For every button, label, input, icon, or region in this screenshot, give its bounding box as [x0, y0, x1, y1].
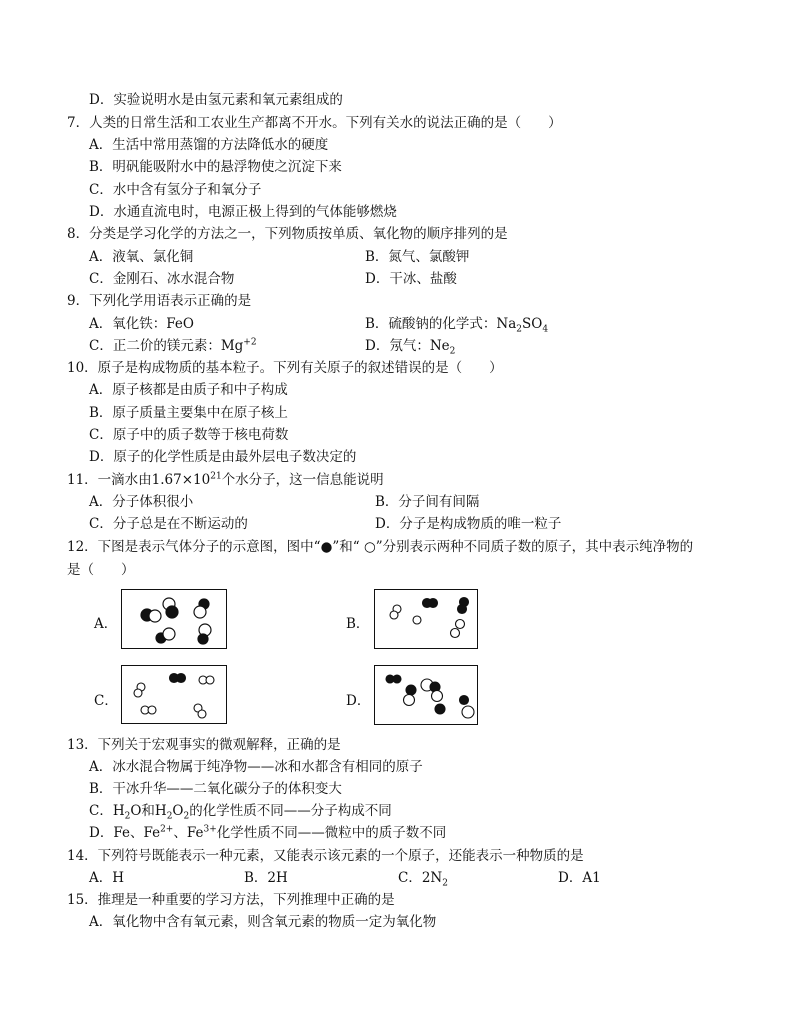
- q10-option-c: C．原子中的质子数等于核电荷数: [89, 427, 289, 443]
- q13-option-c: C．$H_2O$和$H_2O_2$的化学性质不同——分子构成不同: [89, 803, 392, 822]
- q15-option-a: A．氧化物中含有氧元素，则含氧元素的物质一定为氧化物: [89, 914, 437, 930]
- q14-stem: 14．下列符号既能表示一种元素，又能表示该元素的一个原子，还能表示一种物质的是: [67, 848, 584, 864]
- q8-stem: 8．分类是学习化学的方法之一，下列物质按单质、氧化物的顺序排列的是: [67, 226, 508, 242]
- q11-stem: 11．一滴水由$1.67\times 10^{21}$个水分子，这一信息能说明: [67, 471, 384, 488]
- q14-option-b: B．2H: [244, 870, 288, 886]
- figure-c-label: C．: [94, 693, 118, 709]
- q12-stem-cont: 是（ ）: [67, 562, 135, 578]
- figure-d: [374, 665, 478, 725]
- q14-option-a: A．H: [89, 870, 125, 886]
- q10-option-a: A．原子核都是由质子和中子构成: [89, 382, 288, 398]
- q7-option-b: B．明矾能吸附水中的悬浮物使之沉淀下来: [89, 159, 342, 175]
- q6-option-d: D．实验说明水是由氢元素和氧元素组成的: [89, 92, 343, 108]
- q12-stem: 12．下图是表示气体分子的示意图，图中“●”和“ ○”分别表示两种不同质子数的原子，其中表示纯净物的: [67, 539, 694, 555]
- q10-option-b: B．原子质量主要集中在原子核上: [89, 405, 288, 421]
- q13-stem: 13．下列关于宏观事实的微观解释，正确的是: [67, 737, 341, 753]
- q14-option-d: D．A1: [558, 870, 601, 886]
- q7-option-a: A．生活中常用蒸馏的方法降低水的硬度: [89, 137, 329, 153]
- q8-option-c: C．金刚石、冰水混合物: [89, 271, 235, 287]
- figure-a-label: A．: [94, 616, 118, 632]
- q14-option-c: C．$2N_2$: [398, 870, 448, 889]
- q9-stem: 9．下列化学用语表示正确的是: [67, 293, 252, 309]
- q15-stem: 15．推理是一种重要的学习方法，下列推理中正确的是: [67, 892, 395, 908]
- figure-b-label: B．: [346, 616, 370, 632]
- figure-b: [374, 589, 478, 649]
- q11-option-a: A．分子体积很小: [89, 494, 194, 510]
- q9-option-a: A．氧化铁：FeO: [89, 316, 194, 332]
- q13-option-b: B．干冰升华——二氧化碳分子的体积变大: [89, 781, 342, 797]
- figure-c: [121, 665, 227, 724]
- q10-option-d: D．原子的化学性质是由最外层电子数决定的: [89, 449, 357, 465]
- q11-option-b: B．分子间有间隔: [375, 494, 480, 510]
- q13-option-a: A．冰水混合物属于纯净物——冰和水都含有相同的原子: [89, 759, 423, 775]
- q11-option-c: C．分子总是在不断运动的: [89, 516, 248, 532]
- q7-stem: 7．人类的日常生活和工农业生产都离不开水。下列有关水的说法正确的是（ ）: [67, 115, 562, 131]
- q8-option-b: B．氮气、氯酸钾: [365, 249, 470, 265]
- q7-option-c: C．水中含有氢分子和氧分子: [89, 182, 262, 198]
- q8-option-a: A．液氧、氯化铜: [89, 249, 194, 265]
- q9-option-d: D．氖气：$Ne_2$: [365, 338, 456, 357]
- figure-a: [121, 589, 227, 649]
- q7-option-d: D．水通直流电时，电源正极上得到的气体能够燃烧: [89, 204, 397, 220]
- q13-option-d: D．Fe、$Fe^{2+}$、$Fe^{3+}$化学性质不同——微粒中的质子数不同: [89, 824, 447, 841]
- q9-option-c: C．正二价的镁元素：$Mg^{+2}$: [89, 337, 257, 354]
- q11-option-d: D．分子是构成物质的唯一粒子: [375, 516, 562, 532]
- q9-option-b: B．硫酸钠的化学式：$Na_2SO_4$: [365, 316, 549, 335]
- q10-stem: 10．原子是构成物质的基本粒子。下列有关原子的叙述错误的是（ ）: [67, 360, 503, 376]
- figure-d-label: D．: [346, 693, 371, 709]
- q8-option-d: D．干冰、盐酸: [365, 271, 457, 287]
